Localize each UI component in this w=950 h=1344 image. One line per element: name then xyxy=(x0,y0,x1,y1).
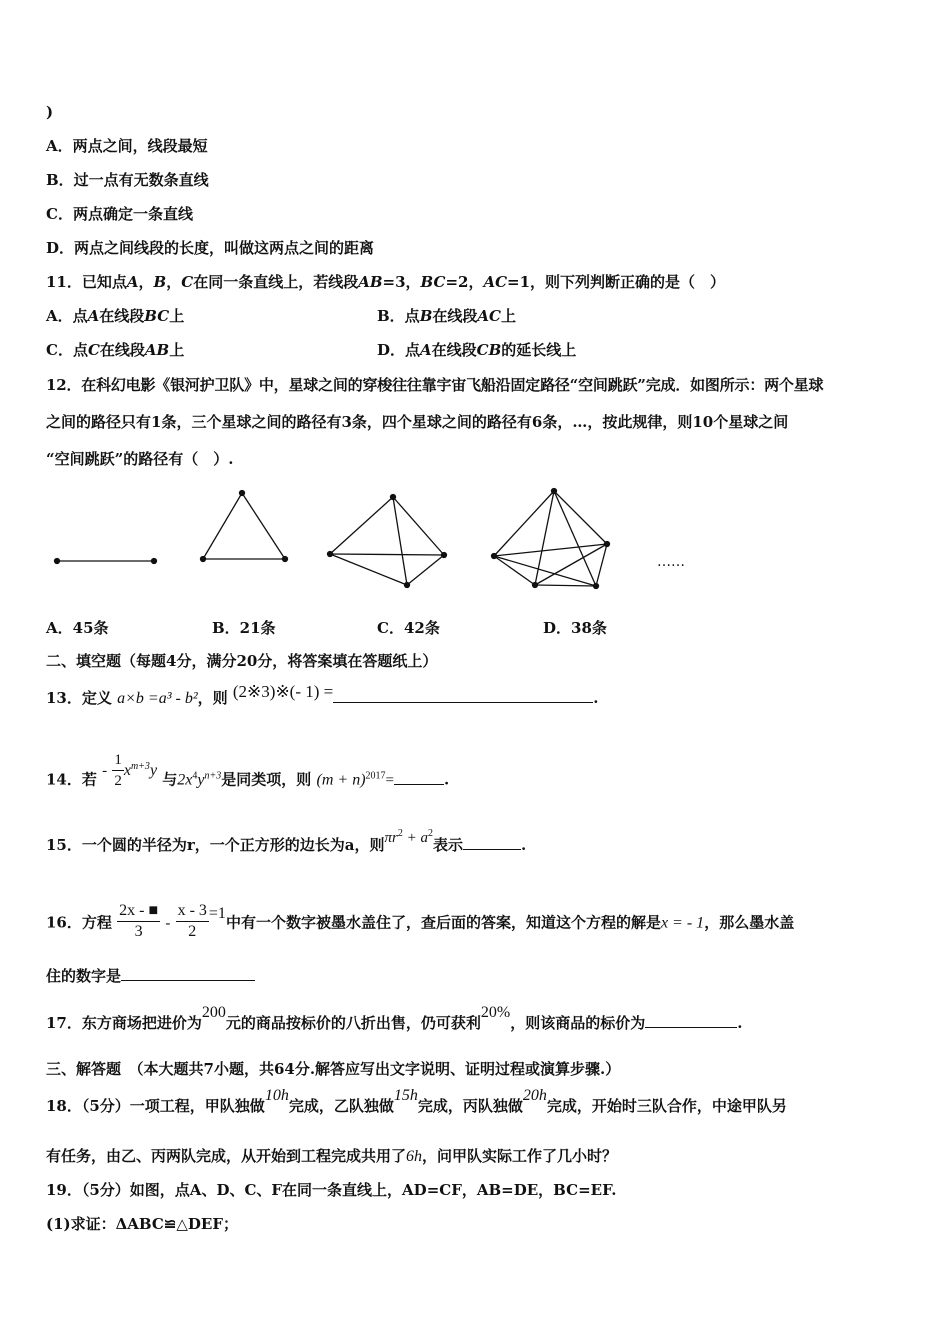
q10-option-b: B．过一点有无数条直线 xyxy=(46,171,209,189)
q13-definition: a×b =a³ - b² xyxy=(117,690,198,707)
q10-option-a: A．两点之间，线段最短 xyxy=(46,137,208,155)
q10-paren: ) xyxy=(46,103,54,121)
q11-option-d: D．点A在线段CB的延长线上 xyxy=(377,341,577,359)
graph-2-points xyxy=(55,559,157,564)
q16: 16．方程 $\frac{2x - ■}{3}$ - $\frac{x - 3}{2}$ =1中有一个数字被墨水盖住了，查后面的答案，知道这个方程的解是x = - 1，那么墨水盖 xyxy=(46,902,795,940)
q11-option-c: C．点C在线段AB上 xyxy=(46,341,185,359)
q10-option-d: D．两点之间线段的长度，叫做这两点之间的距离 xyxy=(46,239,375,257)
q17-answer-blank xyxy=(645,1013,737,1028)
q13: 13．定义 a×b =a³ - b²，则 (2※3)※(- 1) = . xyxy=(46,682,599,707)
q16-line2: 住的数字是 xyxy=(46,966,255,986)
q13-expression: (2※3)※(- 1) = xyxy=(232,682,334,701)
q16-answer-blank xyxy=(121,966,255,981)
q11-option-b: B．点B在线段AC上 xyxy=(377,307,516,325)
q13-answer-blank xyxy=(333,688,593,703)
q17: 17．东方商场把进价为200元的商品按标价的八折出售，仍可获利20%，则该商品的标价为 . xyxy=(46,1004,743,1032)
q12-stem-line2: 之间的路径只有1条，三个星球之间的路径有3条，四个星球之间的路径有6条，…，按此规律，则10个星球之间 xyxy=(46,413,789,431)
q10-option-c: C．两点确定一条直线 xyxy=(46,205,193,223)
graph-ellipsis: …… xyxy=(657,554,685,570)
q12-option-b: B．21条 xyxy=(212,619,276,637)
q12-option-c: C．42条 xyxy=(377,619,440,637)
q18-line1: 18．（5分）一项工程，甲队独做10h完成，乙队独做15h完成，丙队独做20h完成，开始时三队合作，中途甲队另 xyxy=(46,1087,787,1115)
q18-line2: 有任务，由乙、丙两队完成，从开始到工程完成共用了6h，问甲队实际工作了几小时？ xyxy=(46,1147,618,1165)
q19-line2: (1)求证：ΔABC≌△DEF； xyxy=(46,1215,238,1233)
q15: 15．一个圆的半径为r，一个正方形的边长为a，则$\pi r^2 + a^2$表示 . xyxy=(46,828,527,854)
section-3-heading: 三、解答题 （本大题共7小题，共64分.解答应写出文字说明、证明过程或演算步骤.） xyxy=(46,1060,621,1078)
q12-option-d: D．38条 xyxy=(543,619,607,637)
graph-4-points xyxy=(328,495,447,588)
graph-3-points xyxy=(201,491,288,562)
graph-5-points xyxy=(492,489,610,589)
section-2-heading: 二、填空题（每题4分，满分20分，将答案填在答题纸上） xyxy=(46,652,438,670)
q12-stem-line3: “空间跳跃”的路径有（ ）. xyxy=(46,450,234,468)
q14-answer-blank xyxy=(394,770,444,785)
q15-answer-blank xyxy=(463,835,521,850)
q12-figure xyxy=(0,480,950,600)
q11-stem: 11．已知点A，B，C在同一条直线上，若线段AB=3，BC=2，AC=1，则下列判断正确的是（ ） xyxy=(46,273,726,291)
q12-stem-line1: 12．在科幻电影《银河护卫队》中，星球之间的穿梭往往靠宇宙飞船沿固定路径“空间跳跃”完成．如图所示：两个星球 xyxy=(46,376,824,394)
q14: 14．若 - $\frac{1}{2}$ $x^{m+3}y$ 与$2x^4y^{n+3}$是同类项，则 $(m + n)^{2017}=$ . xyxy=(46,752,450,789)
q11-option-a: A．点A在线段BC上 xyxy=(46,307,185,325)
q12-option-a: A．45条 xyxy=(46,619,109,637)
q19-line1: 19．（5分）如图，点A、D、C、F在同一条直线上，AD=CF，AB=DE，BC=EF. xyxy=(46,1181,617,1199)
